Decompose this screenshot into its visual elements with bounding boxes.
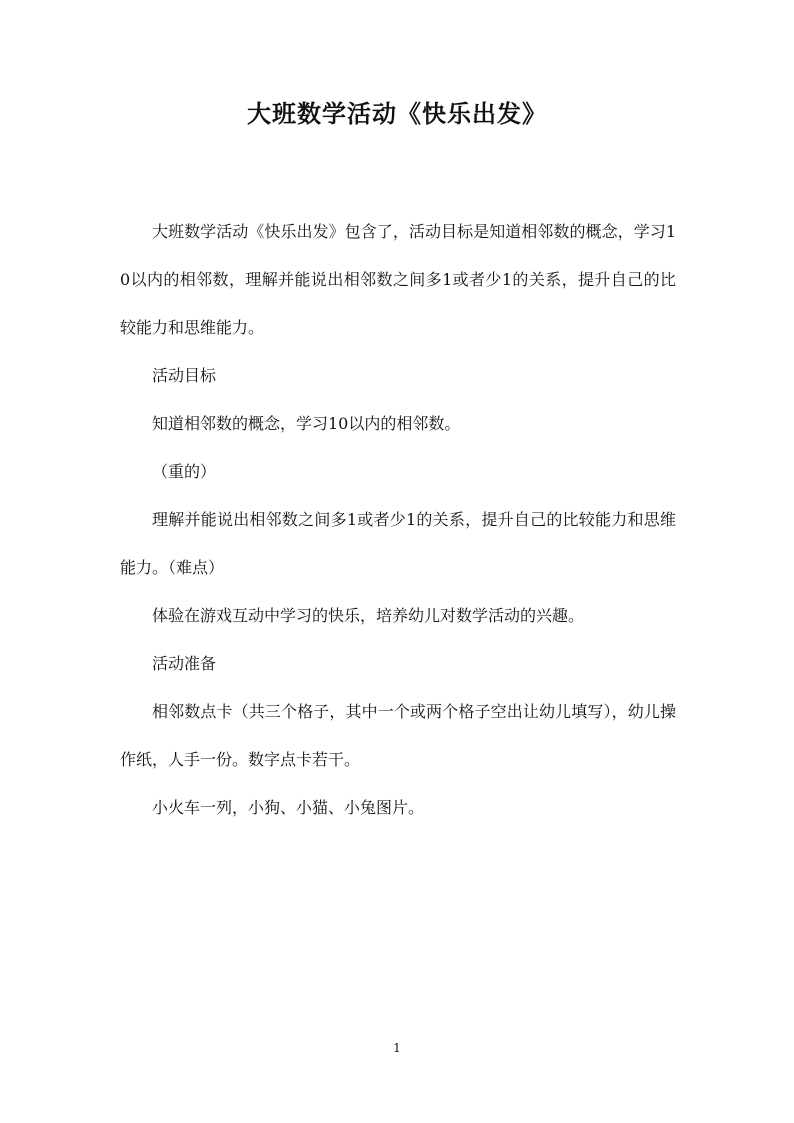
goal-paragraph-1: 知道相邻数的概念，学习10以内的相邻数。 — [152, 414, 461, 433]
preparation-paragraph-1: 相邻数点卡（共三个格子，其中一个或两个格子空出让幼儿填写），幼儿操作纸，人手一份。数字点卡若干。 — [120, 702, 676, 769]
goal-paragraph-3: 体验在游戏互动中学习的快乐，培养幼儿对数学活动的兴趣。 — [152, 606, 585, 625]
goal-note-key: （重的） — [152, 462, 217, 481]
page-number: 1 — [393, 1041, 401, 1055]
document-title: 大班数学活动《快乐出发》 — [247, 99, 547, 128]
section-heading-goals: 活动目标 — [152, 366, 217, 385]
document-body — [120, 208, 676, 832]
goal-paragraph-2: 理解并能说出相邻数之间多1或者少1的关系，提升自己的比较能力和思维能力。（难点） — [120, 510, 676, 577]
section-heading-preparation: 活动准备 — [152, 654, 217, 673]
intro-paragraph: 大班数学活动《快乐出发》包含了，活动目标是知道相邻数的概念，学习10以内的相邻数，理解并能说出相邻数之间多1或者少1的关系，提升自己的比较能力和思维能力。 — [120, 222, 676, 337]
preparation-paragraph-2: 小火车一列，小狗、小猫、小兔图片。 — [152, 798, 425, 817]
